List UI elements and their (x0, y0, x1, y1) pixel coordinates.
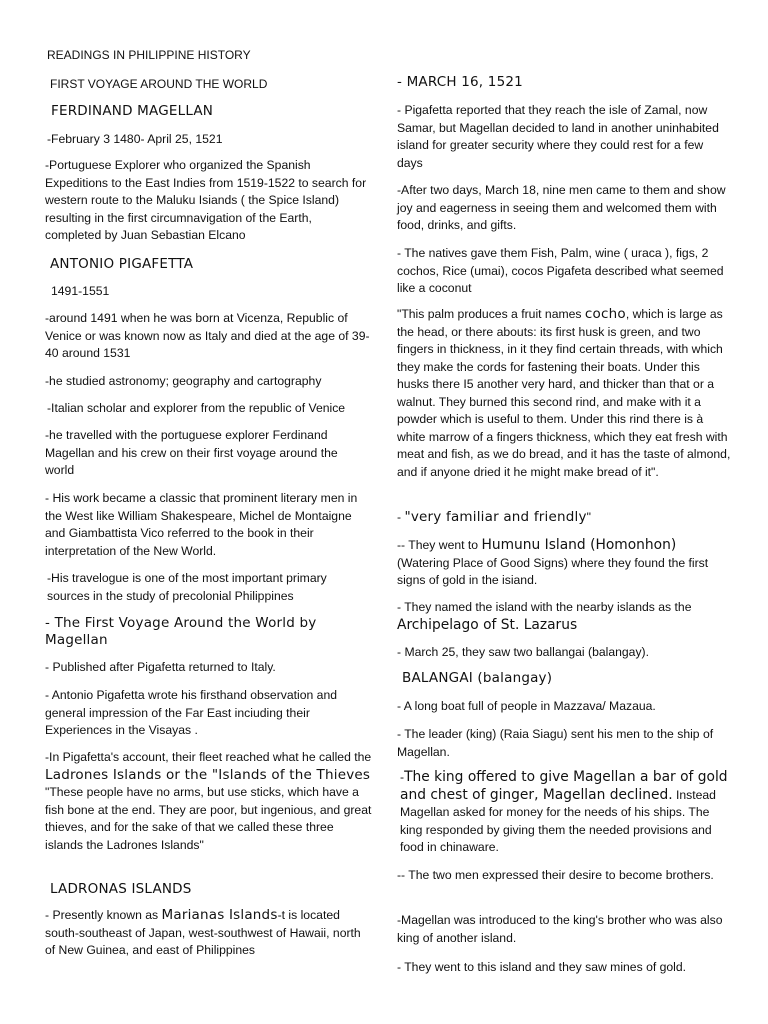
subtitle: FIRST VOYAGE AROUND THE WORLD (50, 77, 268, 91)
ladronas-heading: LADRONAS ISLANDS (50, 881, 192, 897)
quote-prefix: "This palm produces a fruit names (397, 307, 585, 321)
marianas-prefix: - Presently known as (45, 908, 162, 922)
natives-gave-paragraph: - The natives gave them Fish, Palm, wine ( uraca ), figs, 2 cochos, Rice (umai), cocos Pigafeta described what seemed like a coconut (397, 246, 724, 295)
march18-paragraph: -After two days, March 18, nine men came to them and show joy and eagerness in seeing them and welcomed them with food, drinks, and gifts. (397, 183, 726, 232)
account-prefix: -In Pigafetta's account, their fleet reached what he called the (45, 750, 372, 764)
pigafetta-studied: -he studied astronomy; geography and cartography (45, 374, 322, 388)
humunu-island-name: Humunu Island (Homonhon) (481, 537, 677, 553)
leader-paragraph: - The leader (king) (Raia Siagu) sent his men to the ship of Magellan. (397, 727, 714, 759)
pigafetta-scholar: -Italian scholar and explorer from the republic of Venice (47, 401, 346, 415)
king-rest: Instead Magellan asked for money for the needs of his ships. The king responded by giving them the needed provisions and food in chinaware. (400, 787, 716, 854)
familiar-phrase: "very familiar and friendly (404, 509, 587, 525)
king-prefix: - (400, 770, 405, 784)
book-published: - Published after Pigafetta returned to Italy. (45, 660, 276, 674)
zamal-paragraph: - Pigafetta reported that they reach the isle of Zamal, now Samar, but Magellan decided to land in another uninhabited island for greater security where they could rest for a few days (397, 103, 719, 170)
account-rest: "These people have no arms, but use sticks, which have a fish bone at the end. They are poor, but ingenious, and great thieves, and for the sake of that we called these three islands the Ladrones Islands" (45, 785, 372, 852)
book-heading: - The First Voyage Around the World by Magellan (45, 615, 317, 648)
ladrones-account (45, 749, 372, 854)
humunu-prefix: -- They went to (397, 538, 482, 552)
familiar-rest: " (586, 510, 591, 524)
king-paragraph (400, 769, 730, 857)
march16-heading: - MARCH 16, 1521 (397, 74, 523, 90)
marianas-islands-name: Marianas Islands (161, 907, 278, 923)
pigafetta-travelogue: -His travelogue is one of the most important primary sources in the study of precolonial Philippines (47, 571, 327, 603)
ladrones-islands-name: Ladrones Islands or the "Islands of the Thieves (45, 766, 371, 783)
marianas-paragraph (45, 907, 372, 960)
pigafetta-classic: - His work became a classic that prominent literary men in the West like William Shakespeare, Michel de Montaigne and Giambattista Vico referred to the book in their interpretation of the New World. (45, 491, 358, 558)
familiar-prefix: - (397, 510, 405, 524)
book-observation: - Antonio Pigafetta wrote his firsthand observation and general impression of the Far East inciuding their Experiences in the Visayas . (45, 688, 337, 737)
humunu-paragraph (397, 537, 729, 590)
introduced-paragraph: -Magellan was introduced to the king's brother who was also king of another island. (397, 913, 723, 945)
cocho-quote (397, 306, 732, 481)
march25-paragraph: - March 25, they saw two ballangai (balangay). (397, 645, 650, 659)
lazarus-archipelago-name: Archipelago of St. Lazarus (397, 616, 578, 633)
magellan-description: -Portuguese Explorer who organized the Spanish Expeditions to the East Indies from 1519-1522 to search for western route to the Maluku Isiands ( the Spice Island) resulting in the first circumnavigation of the Earth, completed by Juan Sebastian Elcano (45, 158, 367, 242)
humunu-rest: (Watering Place of Good Signs) where they found the first signs of gold in the isiand. (397, 555, 709, 587)
pigafetta-heading: ANTONIO PIGAFETTA (50, 256, 194, 272)
magellan-dates: -February 3 1480- April 25, 1521 (47, 132, 223, 146)
mines-paragraph: - They went to this island and they saw mines of gold. (397, 960, 687, 974)
cocho-word: cocho (584, 306, 626, 322)
pigafetta-dates: 1491-1551 (51, 284, 110, 298)
brothers-paragraph: -- The two men expressed their desire to become brothers. (397, 868, 714, 882)
quote-rest: , which is large as the head, or there abouts: its first husk is green, and two fingers in thickness, in it they find certain threads, with which they make the cords for fastening their boats. Under this husks there I5 another very hard, and thicker than that or a walnut. They burned this second rind, and make with it a powder which is useful to them. Under this rind there is à white marrow of a fingers thickness, which they eat fresh with meat and fish, as we do bread, and it has the taste of almond, and if anyone dried it he might make bread of it". (397, 307, 731, 479)
pigafetta-born: -around 1491 when he was born at Vicenza, Republic of Venice or was known now as Italy and died at the age of 39-40 around 1531 (45, 311, 370, 360)
longboat-paragraph: - A long boat full of people in Mazzava/ Mazaua. (397, 699, 656, 713)
pigafetta-travelled: -he travelled with the portuguese explorer Ferdinand Magellan and his crew on their first voyage around the world (45, 428, 338, 477)
course-title: READINGS IN PHILIPPINE HISTORY (47, 48, 251, 62)
lazarus-prefix: - They named the island with the nearby islands as the (397, 600, 692, 614)
magellan-heading: FERDINAND MAGELLAN (51, 103, 214, 119)
marianas-rest: -t is located south-southeast of Japan, west-southwest of Hawaii, north of New Guinea, and east of Philippines (45, 908, 361, 957)
balangai-heading: BALANGAI (balangay) (402, 670, 553, 686)
familiar-line (397, 509, 727, 527)
king-offer-text: The king offered to give Magellan a bar of gold and chest of ginger, Magellan declined. (400, 769, 728, 803)
lazarus-paragraph (397, 599, 727, 634)
